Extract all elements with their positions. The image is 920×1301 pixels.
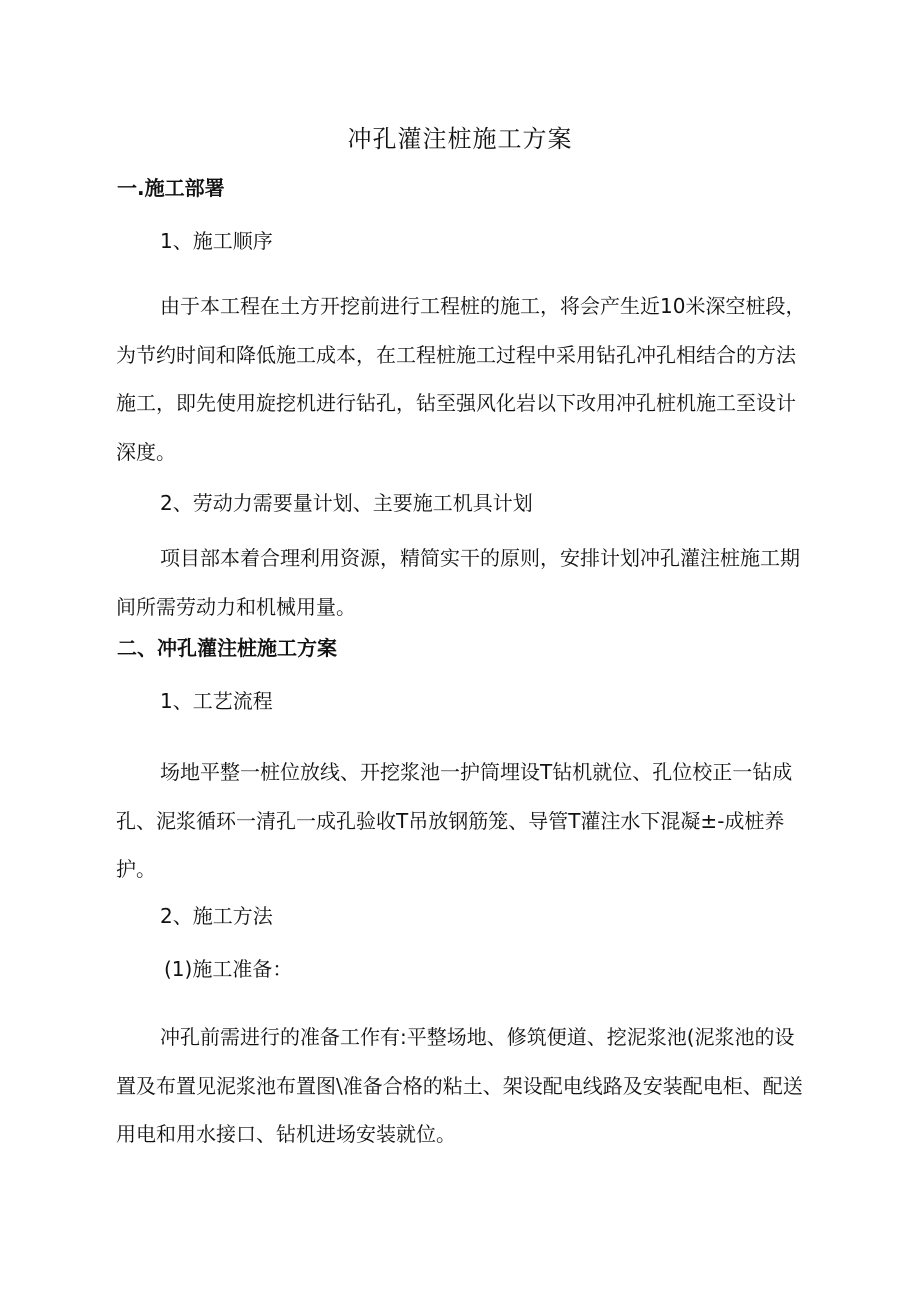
paragraph-line: 冲孔前需进行的准备工作有:平整场地、修筑便道、挖泥浆池(泥浆池的设 (160, 1025, 795, 1049)
paragraph-construction-sequence (116, 282, 806, 476)
subsection-heading-construction-sequence: 1、施工顺序 (160, 229, 273, 253)
paragraph-labor-plan (116, 534, 806, 631)
paragraph-line: 为节约时间和降低施工成本，在工程桩施工过程中采用钻孔冲孔相结合的方法 (116, 342, 796, 367)
paragraph-line: 置及布置见泥浆池布置图\准备合格的粘土、架设配电线路及安装配电柜、配送 (116, 1073, 803, 1098)
section-heading-1: 一.施工部署 (117, 176, 225, 200)
paragraph-line: 由于本工程在土方开挖前进行工程桩的施工，将会产生近10米深空桩段， (160, 294, 806, 318)
subsection-heading-process-flow: 1、工艺流程 (160, 689, 273, 713)
document-title: 冲孔灌注桩施工方案 (347, 125, 573, 153)
paragraph-line: 施工，即先使用旋挖机进行钻孔，钻至强风化岩以下改用冲孔桩机施工至设计 (116, 391, 796, 415)
subsection-heading-construction-method: 2、施工方法 (160, 904, 273, 928)
paragraph-line: 孔、泥浆循环一清孔一成孔验收T吊放钢筋笼、导管T灌注水下混凝±-成桩养 (116, 808, 785, 833)
subsection-heading-labor-plan: 2、劳动力需要量计划、主要施工机具计划 (160, 491, 533, 515)
paragraph-line: 护。 (116, 857, 156, 881)
paragraph-line: 间所需劳动力和机械用量。 (116, 594, 356, 619)
item-heading-preparation: (1)施工准备： (164, 957, 293, 981)
paragraph-preparation (116, 1013, 806, 1159)
paragraph-line: 项目部本着合理利用资源，精简实干的原则，安排计划冲孔灌注桩施工期 (160, 546, 800, 570)
paragraph-line: 场地平整一桩位放线、开挖浆池一护筒埋设T钻机就位、孔位校正一钻成 (160, 760, 793, 784)
paragraph-line: 深度。 (116, 439, 176, 464)
paragraph-line: 用电和用水接口、钻机进场安装就位。 (116, 1122, 456, 1146)
paragraph-process-flow (116, 748, 806, 894)
section-heading-2: 二、冲孔灌注桩施工方案 (117, 636, 337, 660)
